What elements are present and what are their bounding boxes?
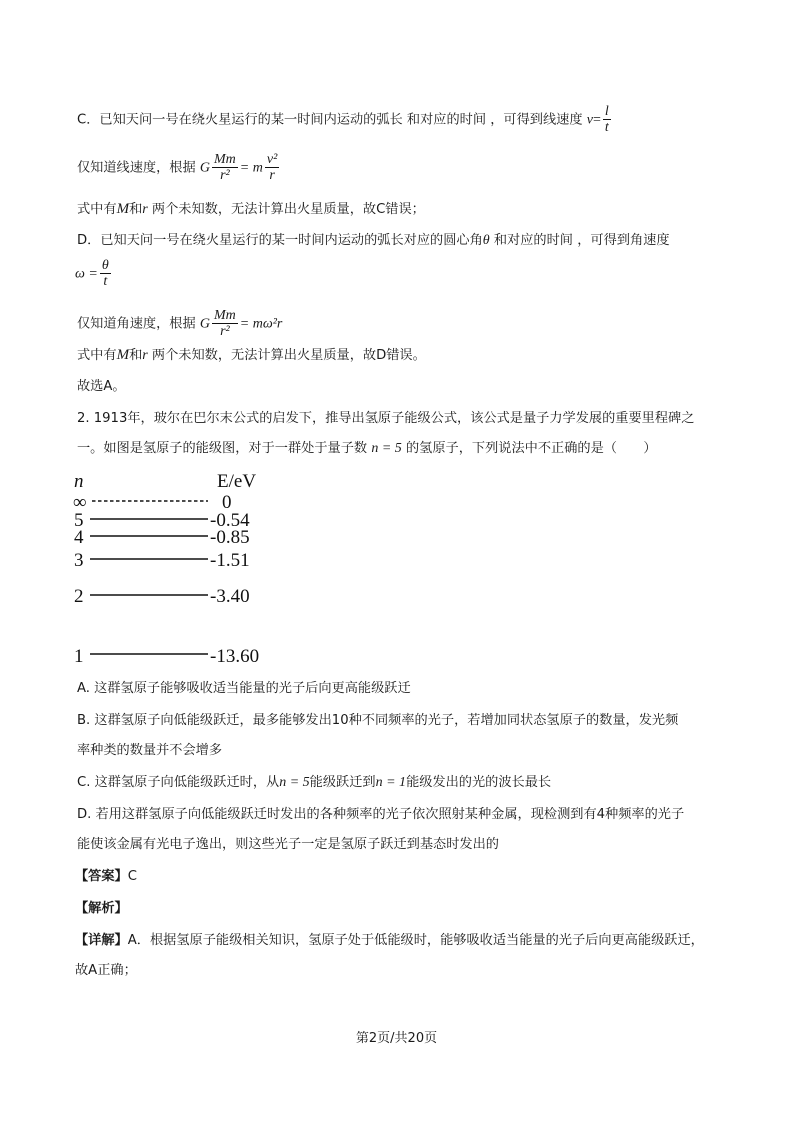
option-c-text-b: 能级跃迁到 — [309, 775, 376, 790]
m-symbol: M — [116, 201, 130, 217]
level-5-energy: -0.54 — [210, 510, 250, 531]
equals-m: = m — [239, 160, 263, 176]
detail-line-1 — [75, 932, 704, 950]
detail-text: A．根据氢原子能级相关知识，氢原子处于低能级时，能够吸收适当能量的光子后向更高能级跃迁， — [127, 933, 704, 948]
option-d-line-2: 能使该金属有光电子逸出，则这些光子一定是氢原子跃迁到基态时发出的 — [77, 837, 499, 852]
option-c-text-c: 能级发出的光的波长最长 — [406, 775, 552, 790]
detail-line-2: 故A正确； — [75, 963, 137, 978]
answer-label: 【答案】 — [75, 869, 128, 884]
option-d-text-b: 和对应的时间 ，可得到角速度 — [493, 233, 670, 248]
detail-label: 【详解】 — [75, 933, 128, 948]
v-symbol: v — [586, 112, 593, 128]
level-3-energy: -1.51 — [210, 550, 250, 571]
r-symbol: r — [142, 202, 148, 217]
theta-over-t-fraction — [100, 258, 111, 289]
q2-line-2 — [77, 440, 657, 458]
answer — [75, 868, 137, 886]
omega-equals: ω = — [75, 266, 98, 282]
level-2-label: 2 — [74, 586, 84, 607]
option-d-line — [77, 232, 670, 250]
r-symbol: r — [142, 348, 148, 363]
fraction-denominator: t — [604, 120, 609, 135]
option-d-conclusion — [77, 346, 426, 365]
answer-value: C — [127, 869, 137, 884]
level-inf-label: ∞ — [73, 492, 87, 513]
fraction-numerator: v² — [266, 152, 278, 167]
fraction-denominator: r — [265, 167, 279, 183]
level-1-label: 1 — [74, 646, 84, 667]
fraction-numerator: l — [604, 104, 609, 119]
option-c — [77, 774, 551, 792]
l-over-t-fraction — [603, 104, 611, 135]
fraction-denominator: r² — [212, 323, 238, 339]
level-1-energy: -13.60 — [210, 646, 260, 667]
level-4-energy: -0.85 — [210, 527, 250, 548]
option-d-text-a: D．已知天问一号在绕火星运行的某一时间内运动的弧长对应的圆心角 — [77, 233, 483, 248]
option-c-text: C．已知天问一号在绕火星运行的某一时间内运动的弧长 和对应的时间 ，可得到线速度 — [77, 112, 583, 128]
n-equals-1: n = 1 — [375, 775, 407, 790]
m-symbol: M — [116, 347, 130, 363]
q2-text-a: 一。如图是氢原子的能级图，对于一群处于量子数 — [77, 441, 368, 456]
n-equals-5: n = 5 — [371, 441, 402, 456]
option-b-line-2: 率种类的数量并不会增多 — [77, 743, 223, 758]
option-a: A. 这群氢原子能够吸收适当能量的光子后向更高能级跃迁 — [77, 681, 411, 696]
option-d-formula-line — [77, 308, 282, 339]
conclusion-suffix: 两个未知数，无法计算出火星质量，故D错误。 — [151, 348, 426, 363]
n-axis-label: n — [74, 471, 84, 492]
g-symbol: G — [199, 316, 211, 332]
level-2-energy: -3.40 — [210, 586, 250, 607]
option-c-line — [77, 104, 613, 135]
level-3-label: 3 — [74, 550, 84, 571]
level-4-label: 4 — [74, 527, 84, 548]
mm-over-r2-fraction — [212, 308, 238, 339]
energy-axis-label: E/eV — [217, 471, 257, 492]
fraction-denominator: r² — [212, 167, 238, 183]
g-symbol: G — [199, 160, 211, 176]
omega-formula — [75, 258, 113, 289]
analysis-label: 【解析】 — [75, 901, 128, 916]
conclusion-prefix: 式中有 — [77, 202, 117, 217]
conclusion-prefix: 式中有 — [77, 348, 117, 363]
q2-line-1: 2. 1913年，玻尔在巴尔末公式的启发下，推导出氢原子能级公式，该公式是量子力学发展的重要里程碑之 — [77, 411, 695, 426]
option-c-formula-line — [77, 152, 281, 183]
fraction-numerator: θ — [101, 258, 109, 273]
and-text: 和 — [129, 202, 143, 217]
fraction-numerator: Mm — [214, 152, 236, 167]
option-d-line-1: D. 若用这群氢原子向低能级跃迁时发出的各种频率的光子依次照射某种金属，现检测到有4种频率的光子 — [77, 807, 685, 822]
q2-text-b: 的氢原子，下列说法中不正确的是（ ） — [405, 441, 657, 456]
option-b-line-1: B. 这群氢原子向低能级跃迁，最多能够发出10种不同频率的光子，若增加同状态氢原子的数量，发光频 — [77, 713, 679, 728]
only-linear-velocity-text: 仅知道线速度，根据 — [77, 160, 196, 176]
level-inf-energy: 0 — [222, 492, 232, 513]
equals-sign: = — [592, 112, 601, 128]
n-equals-5: n = 5 — [279, 775, 310, 790]
only-angular-velocity-text: 仅知道角速度，根据 — [77, 316, 196, 332]
level-5-label: 5 — [74, 510, 84, 531]
option-c-text-a: C. 这群氢原子向低能级跃迁时，从 — [77, 775, 280, 790]
and-text: 和 — [129, 348, 143, 363]
fraction-denominator: t — [100, 273, 111, 289]
theta-symbol: θ — [482, 233, 490, 248]
equals-m-omega2-r: = mω²r — [239, 316, 283, 332]
mm-over-r2-fraction — [212, 152, 238, 183]
v2-over-r-fraction — [265, 152, 279, 183]
page-footer: 第2页/共20页 — [355, 1031, 438, 1046]
option-c-conclusion — [77, 200, 425, 219]
conclusion-suffix: 两个未知数，无法计算出火星质量，故C错误； — [151, 202, 425, 217]
energy-level-diagram — [60, 468, 280, 668]
fraction-numerator: Mm — [214, 308, 236, 323]
choose-a: 故选A。 — [77, 379, 126, 394]
